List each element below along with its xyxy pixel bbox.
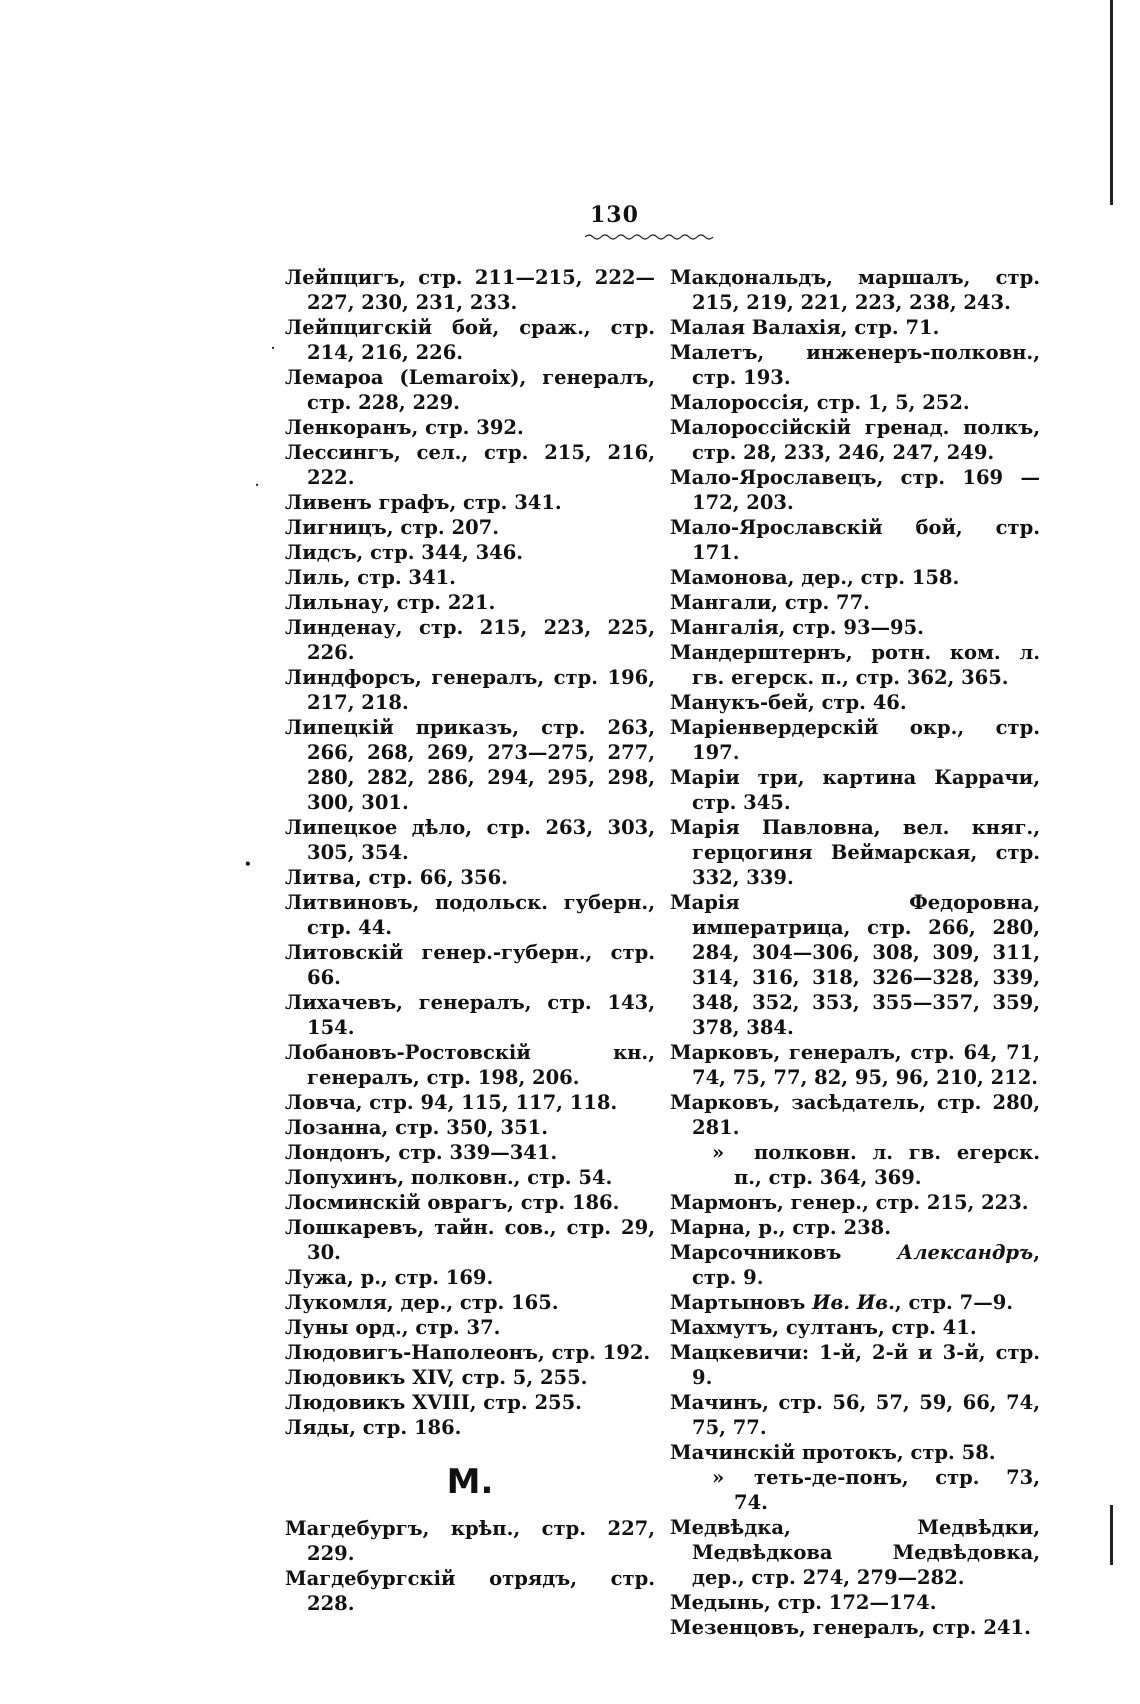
page-edge-line-bottom bbox=[1110, 1505, 1113, 1565]
index-entry: Лошкаревъ, тайн. сов., стр. 29, 30. bbox=[285, 1216, 655, 1264]
index-entry: Ляды, стр. 186. bbox=[285, 1416, 462, 1439]
index-entry: Лемароа (Lemaroix), генералъ, стр. 228, 229. bbox=[285, 366, 655, 414]
index-entry: Ловча, стр. 94, 115, 117, 118. bbox=[285, 1091, 618, 1114]
left-column bbox=[285, 265, 655, 1616]
index-entry: Малетъ, инженеръ-полковн., стр. 193. bbox=[670, 341, 1040, 389]
index-entry: Лопухинъ, полковн., стр. 54. bbox=[285, 1166, 613, 1189]
wavy-ornament-icon bbox=[585, 232, 715, 240]
entry-italic-name: Ив. Ив. bbox=[812, 1291, 895, 1314]
entry-name: Марсочниковъ bbox=[670, 1241, 898, 1264]
index-entry: Мезенцовъ, генералъ, стр. 241. bbox=[670, 1616, 1031, 1639]
index-entry: Ливенъ графъ, стр. 341. bbox=[285, 491, 562, 514]
index-entry: Марія Павловна, вел. княг., герцогиня Веймарская, стр. 332, 339. bbox=[670, 816, 1040, 889]
index-entry bbox=[670, 1240, 1040, 1290]
index-entry: Лигницъ, стр. 207. bbox=[285, 516, 499, 539]
index-entry: Литвиновъ, подольск. губерн., стр. 44. bbox=[285, 891, 655, 939]
index-entry: Линденау, стр. 215, 223, 225, 226. bbox=[285, 616, 655, 664]
index-entry: Малая Валахія, стр. 71. bbox=[670, 316, 940, 339]
index-entry: Людовигъ-Наполеонъ, стр. 192. bbox=[285, 1341, 651, 1364]
index-entry: Лейпцигъ, стр. 211—215, 222—227, 230, 231, 233. bbox=[285, 266, 655, 314]
index-entry: Макдональдъ, маршалъ, стр. 215, 219, 221, 223, 238, 243. bbox=[670, 266, 1040, 314]
index-entry: Литва, стр. 66, 356. bbox=[285, 866, 508, 889]
index-entry: Лиль, стр. 341. bbox=[285, 566, 456, 589]
index-entry bbox=[670, 1290, 1040, 1315]
index-entry: Манукъ-бей, стр. 46. bbox=[670, 691, 907, 714]
index-entry: Марковъ, засѣдатель, стр. 280, 281. bbox=[670, 1091, 1040, 1139]
index-entry: Малороссійскій гренад. полкъ, стр. 28, 233, 246, 247, 249. bbox=[670, 416, 1040, 464]
ditto-mark: » bbox=[712, 1141, 725, 1164]
index-entry: Маріи три, картина Каррачи, стр. 345. bbox=[670, 766, 1040, 814]
index-entry: Лобановъ-Ростовскій кн., генералъ, стр. 198, 206. bbox=[285, 1041, 655, 1089]
index-entry: Медынь, стр. 172—174. bbox=[670, 1591, 937, 1614]
index-entry: Магдебургскій отрядъ, стр. 228. bbox=[285, 1567, 655, 1615]
index-entry: Маріенвердерскій окр., стр. 197. bbox=[670, 716, 1040, 764]
index-entry: Махмутъ, султанъ, стр. 41. bbox=[670, 1316, 977, 1339]
index-entry: Медвѣдка, Медвѣдки, Медвѣдкова Медвѣдовка, дер., стр. 274, 279—282. bbox=[670, 1516, 1040, 1589]
sub-entry-text: теть-де-понъ, стр. 73, 74. bbox=[734, 1466, 1040, 1514]
index-entry: Мармонъ, генер., стр. 215, 223. bbox=[670, 1191, 1029, 1214]
index-entry: Луны орд., стр. 37. bbox=[285, 1316, 501, 1339]
page-number: 130 bbox=[590, 202, 639, 228]
index-entry: Мандерштернъ, ротн. ком. л. гв. егерск. п., стр. 362, 365. bbox=[670, 641, 1040, 689]
index-entry: Лозанна, стр. 350, 351. bbox=[285, 1116, 549, 1139]
index-entry: Марія Федоровна, императрица, стр. 266, 280, 284, 304—306, 308, 309, 311, 314, 316, 318, 326—328, 339, 348, 352, 353, 355—357, 359, 378, 384. bbox=[670, 891, 1040, 1039]
index-entry: Малороссія, стр. 1, 5, 252. bbox=[670, 391, 970, 414]
index-entry: Лужа, р., стр. 169. bbox=[285, 1266, 494, 1289]
page-edge-line-top bbox=[1110, 0, 1113, 205]
entry-name: Мартыновъ bbox=[670, 1291, 813, 1314]
index-entry: Лондонъ, стр. 339—341. bbox=[285, 1141, 558, 1164]
index-entry: Мацкевичи: 1-й, 2-й и 3-й, стр. 9. bbox=[670, 1341, 1040, 1389]
index-entry: Мангали, стр. 77. bbox=[670, 591, 870, 614]
index-entry: Лихачевъ, генералъ, стр. 143, 154. bbox=[285, 991, 655, 1039]
stray-mark: • bbox=[244, 857, 252, 871]
index-entry: Ленкоранъ, стр. 392. bbox=[285, 416, 524, 439]
index-entry: Мангалія, стр. 93—95. bbox=[670, 616, 924, 639]
ditto-mark: » bbox=[712, 1466, 725, 1489]
index-entry: Людовикъ XVIII, стр. 255. bbox=[285, 1391, 582, 1414]
index-entry: Мачинъ, стр. 56, 57, 59, 66, 74, 75, 77. bbox=[670, 1391, 1040, 1439]
index-entry: Лидсъ, стр. 344, 346. bbox=[285, 541, 524, 564]
section-heading: М. bbox=[446, 1462, 494, 1502]
index-entry: Литовскій генер.-губерн., стр. 66. bbox=[285, 941, 655, 989]
sub-entry-text: полковн. л. гв. егерск. п., стр. 364, 369. bbox=[734, 1141, 1040, 1189]
entry-ref: , стр. 7—9. bbox=[894, 1291, 1014, 1314]
index-entry: Лессингъ, сел., стр. 215, 216, 222. bbox=[285, 441, 655, 489]
entry-italic-name: Александръ bbox=[897, 1241, 1034, 1264]
index-sub-entry bbox=[670, 1140, 1040, 1190]
index-entry: Линдфорсъ, генералъ, стр. 196, 217, 218. bbox=[285, 666, 655, 714]
index-entry: Марна, р., стр. 238. bbox=[670, 1216, 892, 1239]
index-entry: Липецкое дѣло, стр. 263, 303, 305, 354. bbox=[285, 816, 655, 864]
index-entry: Магдебургъ, крѣп., стр. 227, 229. bbox=[285, 1517, 655, 1565]
right-column bbox=[670, 265, 1040, 1640]
stray-mark: · bbox=[255, 478, 260, 492]
index-entry: Липецкій приказъ, стр. 263, 266, 268, 269, 273—275, 277, 280, 282, 286, 294, 295, 298, 300, 301. bbox=[285, 716, 655, 814]
index-entry: Марковъ, генералъ, стр. 64, 71, 74, 75, 77, 82, 95, 96, 210, 212. bbox=[670, 1041, 1040, 1089]
index-entry: Лильнау, стр. 221. bbox=[285, 591, 496, 614]
index-entry: Людовикъ XIV, стр. 5, 255. bbox=[285, 1366, 588, 1389]
index-entry: Мало-Ярославскій бой, стр. 171. bbox=[670, 516, 1040, 564]
index-entry: Лосминскій оврагъ, стр. 186. bbox=[285, 1191, 620, 1214]
index-entry: Мамонова, дер., стр. 158. bbox=[670, 566, 960, 589]
entry-ref: , стр. 9. bbox=[692, 1241, 1040, 1289]
index-entry: Мало-Ярославецъ, стр. 169 — 172, 203. bbox=[670, 466, 1040, 514]
index-entry: Лейпцигскій бой, сраж., стр. 214, 216, 226. bbox=[285, 316, 655, 364]
index-sub-entry bbox=[670, 1465, 1040, 1515]
index-entry: Мачинскій протокъ, стр. 58. bbox=[670, 1441, 996, 1464]
stray-mark: . bbox=[271, 338, 276, 352]
index-entry: Лукомля, дер., стр. 165. bbox=[285, 1291, 559, 1314]
